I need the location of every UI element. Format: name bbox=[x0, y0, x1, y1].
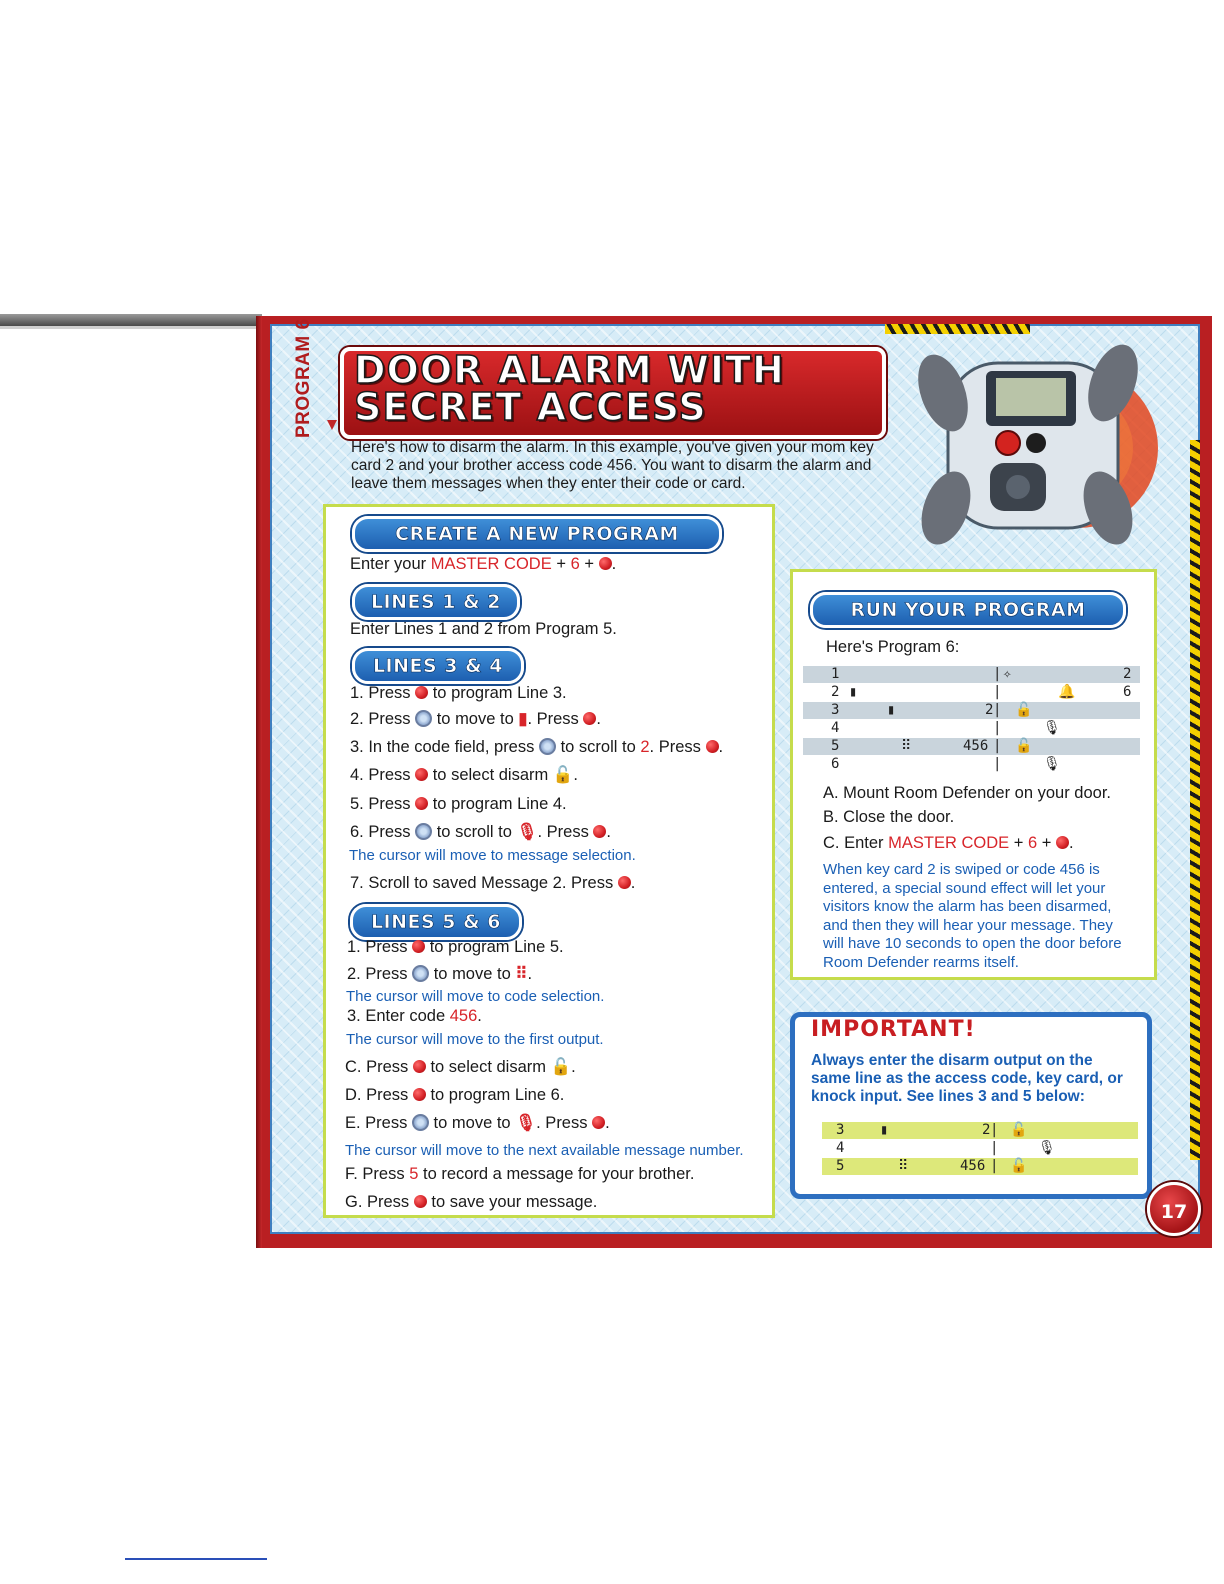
step-text: to program Line 5. bbox=[429, 938, 564, 956]
red-button-icon bbox=[583, 712, 596, 725]
step-text: 1. Press bbox=[350, 684, 411, 702]
lcd-divider: | bbox=[993, 756, 1002, 772]
record-button-number: 5 bbox=[409, 1165, 419, 1183]
lcd-value: 2 bbox=[985, 702, 994, 718]
hazard-stripe-right bbox=[1190, 440, 1200, 1160]
key-card-icon: ▮ bbox=[880, 1122, 889, 1138]
cursor-note: The cursor will move to message selection. bbox=[349, 847, 636, 864]
microphone-icon: 🎙 bbox=[516, 823, 538, 841]
lcd-divider: | bbox=[993, 684, 1002, 700]
keypad-icon: ⠿ bbox=[901, 738, 912, 754]
red-button-icon bbox=[618, 876, 631, 889]
important-lcd-display bbox=[822, 1122, 1138, 1178]
red-button-icon bbox=[415, 686, 428, 699]
step-3-4-2: 2. Press to move to ▮. Press . bbox=[350, 710, 601, 728]
step-text: 1. Press bbox=[347, 938, 408, 956]
master-code-text: MASTER CODE bbox=[888, 834, 1010, 852]
step-text: . Press bbox=[536, 1114, 588, 1132]
red-button-icon bbox=[415, 797, 428, 810]
top-rule bbox=[0, 314, 262, 326]
step-3-4-4: 4. Press to select disarm 🔓. bbox=[350, 766, 578, 784]
step-3-4-6: 6. Press to scroll to 🎙. Press . bbox=[350, 823, 612, 841]
lcd-row bbox=[822, 1122, 1138, 1139]
bottom-rule bbox=[125, 1558, 267, 1560]
step-5-6-3: 3. Enter code 456. bbox=[347, 1007, 482, 1025]
step-text: to move to bbox=[436, 710, 514, 728]
lcd-divider: | bbox=[990, 1140, 999, 1156]
lcd-row bbox=[803, 720, 1140, 737]
step-text: . Press bbox=[649, 738, 701, 756]
plus-sign: + bbox=[1041, 834, 1052, 852]
cursor-note: The cursor will move to code selection. bbox=[346, 988, 605, 1005]
door-icon: ▮ bbox=[849, 684, 858, 700]
lcd-value: 2 bbox=[982, 1122, 991, 1138]
create-program-heading: CREATE A NEW PROGRAM bbox=[352, 516, 722, 552]
important-title: IMPORTANT! bbox=[811, 1017, 976, 1042]
unlock-icon: 🔓 bbox=[1015, 702, 1033, 718]
run-step-c: C. Enter MASTER CODE + 6 + . bbox=[823, 834, 1074, 852]
run-program-heading: RUN YOUR PROGRAM bbox=[810, 592, 1126, 628]
lcd-row bbox=[822, 1158, 1138, 1175]
microphone-icon: 🎙 bbox=[515, 1114, 537, 1132]
red-button-icon bbox=[414, 1195, 427, 1208]
scroll-wheel-icon bbox=[539, 738, 556, 755]
room-defender-device-image bbox=[908, 343, 1158, 548]
unlock-icon: 🔓 bbox=[552, 766, 574, 784]
step-text: 7. Scroll to saved Message 2. Press bbox=[350, 874, 614, 892]
step-text: . Press bbox=[527, 710, 579, 728]
red-button-icon bbox=[1056, 836, 1069, 849]
lines-1-2-text: Enter Lines 1 and 2 from Program 5. bbox=[350, 620, 617, 638]
run-step-b: B. Close the door. bbox=[823, 808, 955, 826]
lcd-value: 456 bbox=[960, 1158, 986, 1174]
program-lcd-display bbox=[803, 665, 1140, 775]
step-3-4-5 bbox=[350, 795, 567, 814]
run-step-a: A. Mount Room Defender on your door. bbox=[823, 784, 1111, 802]
unlock-icon: 🔓 bbox=[1015, 738, 1033, 754]
step-text: to select disarm bbox=[432, 766, 549, 784]
step-5-6-g bbox=[345, 1193, 597, 1212]
scroll-wheel-icon bbox=[415, 710, 432, 727]
top-rule-shadow bbox=[0, 326, 262, 329]
step-text: E. Press bbox=[345, 1114, 408, 1132]
step-text: to select disarm bbox=[430, 1058, 546, 1076]
step-text: D. Press bbox=[345, 1086, 409, 1104]
lcd-row bbox=[803, 702, 1140, 719]
step-text: to record a message for your brother. bbox=[422, 1165, 695, 1183]
lcd-value: 2 bbox=[1123, 666, 1132, 682]
line-number: 6 bbox=[831, 756, 840, 772]
card-number: 2 bbox=[640, 738, 650, 756]
lines-5-6-heading: LINES 5 & 6 bbox=[350, 904, 522, 940]
line-number: 1 bbox=[831, 666, 840, 682]
step-5-6-c: C. Press to select disarm 🔓. bbox=[345, 1058, 576, 1076]
red-button-icon bbox=[412, 940, 425, 953]
lcd-divider: | bbox=[993, 738, 1002, 754]
step-text: 3. In the code field, press bbox=[350, 738, 535, 756]
unlock-icon: 🔓 bbox=[1010, 1122, 1028, 1138]
program-label: PROGRAM 6 bbox=[293, 318, 314, 438]
lines-3-4-heading: LINES 3 & 4 bbox=[352, 648, 524, 684]
lcd-divider: | bbox=[990, 1122, 999, 1138]
program-number: 6 bbox=[570, 555, 580, 573]
lcd-divider: | bbox=[993, 702, 1002, 718]
unlock-icon: 🔓 bbox=[1010, 1158, 1028, 1174]
step-text: to move to bbox=[433, 1114, 511, 1132]
scroll-wheel-icon bbox=[412, 1114, 429, 1131]
microphone-icon: 🎙 bbox=[1043, 756, 1061, 772]
key-card-icon: ▮ bbox=[518, 710, 528, 728]
intro-text: Here's how to disarm the alarm. In this example, you've given your mom key card 2 and your brother access code 456. You want to disarm the alarm and leave them messages when they enter their code or card. bbox=[351, 439, 874, 492]
create-instruction bbox=[350, 555, 616, 574]
access-code: 456 bbox=[449, 1007, 478, 1025]
microphone-icon: 🎙 bbox=[1043, 720, 1061, 736]
lines-1-2-heading: LINES 1 & 2 bbox=[352, 584, 520, 620]
scroll-wheel-icon bbox=[415, 823, 432, 840]
program-number: 6 bbox=[1027, 834, 1038, 852]
lcd-row bbox=[803, 684, 1140, 701]
red-button-icon bbox=[593, 825, 606, 838]
master-code-text: MASTER CODE bbox=[430, 555, 552, 573]
lcd-row bbox=[803, 738, 1140, 755]
red-button-icon bbox=[592, 1116, 605, 1129]
scroll-wheel-icon bbox=[412, 965, 429, 982]
step-text: to save your message. bbox=[431, 1193, 598, 1211]
step-3-4-1 bbox=[350, 684, 567, 703]
step-text: 6. Press bbox=[350, 823, 411, 841]
cursor-note: The cursor will move to the first output. bbox=[346, 1031, 604, 1048]
lcd-row bbox=[803, 666, 1140, 683]
step-3-4-3: 3. In the code field, press to scroll to 2. Press . bbox=[350, 738, 724, 756]
step-5-6-1 bbox=[347, 938, 564, 957]
step-text: G. Press bbox=[345, 1193, 410, 1211]
plus-sign: + bbox=[1013, 834, 1024, 852]
step-text: to program Line 4. bbox=[432, 795, 567, 813]
step-text: to scroll to bbox=[436, 823, 512, 841]
step-5-6-f bbox=[345, 1165, 694, 1184]
keypad-icon: ⠿ bbox=[515, 965, 528, 983]
down-arrow-icon bbox=[327, 420, 337, 430]
hazard-stripe-top bbox=[885, 324, 1030, 334]
lcd-divider: | bbox=[990, 1158, 999, 1174]
lcd-value: 6 bbox=[1123, 684, 1132, 700]
line-number: 5 bbox=[836, 1158, 845, 1174]
lcd-row bbox=[822, 1140, 1138, 1157]
red-button-icon bbox=[413, 1088, 426, 1101]
line-number: 3 bbox=[831, 702, 840, 718]
step-5-6-e: E. Press to move to 🎙. Press . bbox=[345, 1114, 610, 1132]
run-note: When key card 2 is swiped or code 456 is entered, a special sound effect will let your visitors know the alarm has been disarmed, and then they will hear your message. They will have 10 seconds to open the door before Room Defender rearms itself. bbox=[823, 861, 1122, 971]
red-button-icon bbox=[599, 557, 612, 570]
light-icon: ✧ bbox=[1003, 666, 1012, 682]
key-card-icon: ▮ bbox=[887, 702, 896, 718]
step-text: to move to bbox=[433, 965, 511, 983]
step-text: to scroll to bbox=[560, 738, 636, 756]
keypad-icon: ⠿ bbox=[898, 1158, 909, 1174]
unlock-icon: 🔓 bbox=[550, 1058, 572, 1076]
important-text: Always enter the disarm output on the same line as the access code, key card, or knock input. See lines 3 and 5 below: bbox=[811, 1052, 1123, 1105]
step-text: to program Line 6. bbox=[430, 1086, 565, 1104]
run-intro: Here's Program 6: bbox=[826, 638, 960, 656]
step-text: to program Line 3. bbox=[432, 684, 567, 702]
plus-sign: + bbox=[584, 555, 594, 573]
red-button-icon bbox=[413, 1060, 426, 1073]
line-number: 3 bbox=[836, 1122, 845, 1138]
step-5-6-d bbox=[345, 1086, 564, 1105]
red-button-icon bbox=[415, 768, 428, 781]
lcd-divider: | bbox=[993, 720, 1002, 736]
period: . bbox=[611, 555, 617, 573]
line-number: 2 bbox=[831, 684, 840, 700]
step-text: . Press bbox=[537, 823, 589, 841]
step-text: C. Enter bbox=[823, 834, 884, 852]
create-enter-text: Enter your bbox=[350, 555, 427, 573]
line-number: 4 bbox=[836, 1140, 845, 1156]
page-number: 17 bbox=[1147, 1182, 1201, 1236]
step-5-6-2: 2. Press to move to ⠿. bbox=[347, 965, 533, 983]
lcd-divider: | bbox=[993, 666, 1002, 682]
bell-icon: 🔔 bbox=[1058, 684, 1076, 700]
microphone-icon: 🎙 bbox=[1038, 1140, 1056, 1156]
line-number: 4 bbox=[831, 720, 840, 736]
page-title: DOOR ALARM WITH SECRET ACCESS bbox=[354, 348, 785, 429]
line-number: 5 bbox=[831, 738, 840, 754]
cursor-note: The cursor will move to the next available message number. bbox=[345, 1142, 744, 1159]
red-button-icon bbox=[706, 740, 719, 753]
step-text: 5. Press bbox=[350, 795, 411, 813]
step-text: 2. Press bbox=[347, 965, 408, 983]
lcd-row bbox=[803, 756, 1140, 773]
step-text: 3. Enter code bbox=[347, 1007, 446, 1025]
lcd-value: 456 bbox=[963, 738, 989, 754]
step-text: 2. Press bbox=[350, 710, 411, 728]
step-text: F. Press bbox=[345, 1165, 405, 1183]
step-3-4-7: 7. Scroll to saved Message 2. Press . bbox=[350, 874, 636, 892]
step-text: 4. Press bbox=[350, 766, 411, 784]
step-text: C. Press bbox=[345, 1058, 409, 1076]
plus-sign: + bbox=[556, 555, 566, 573]
